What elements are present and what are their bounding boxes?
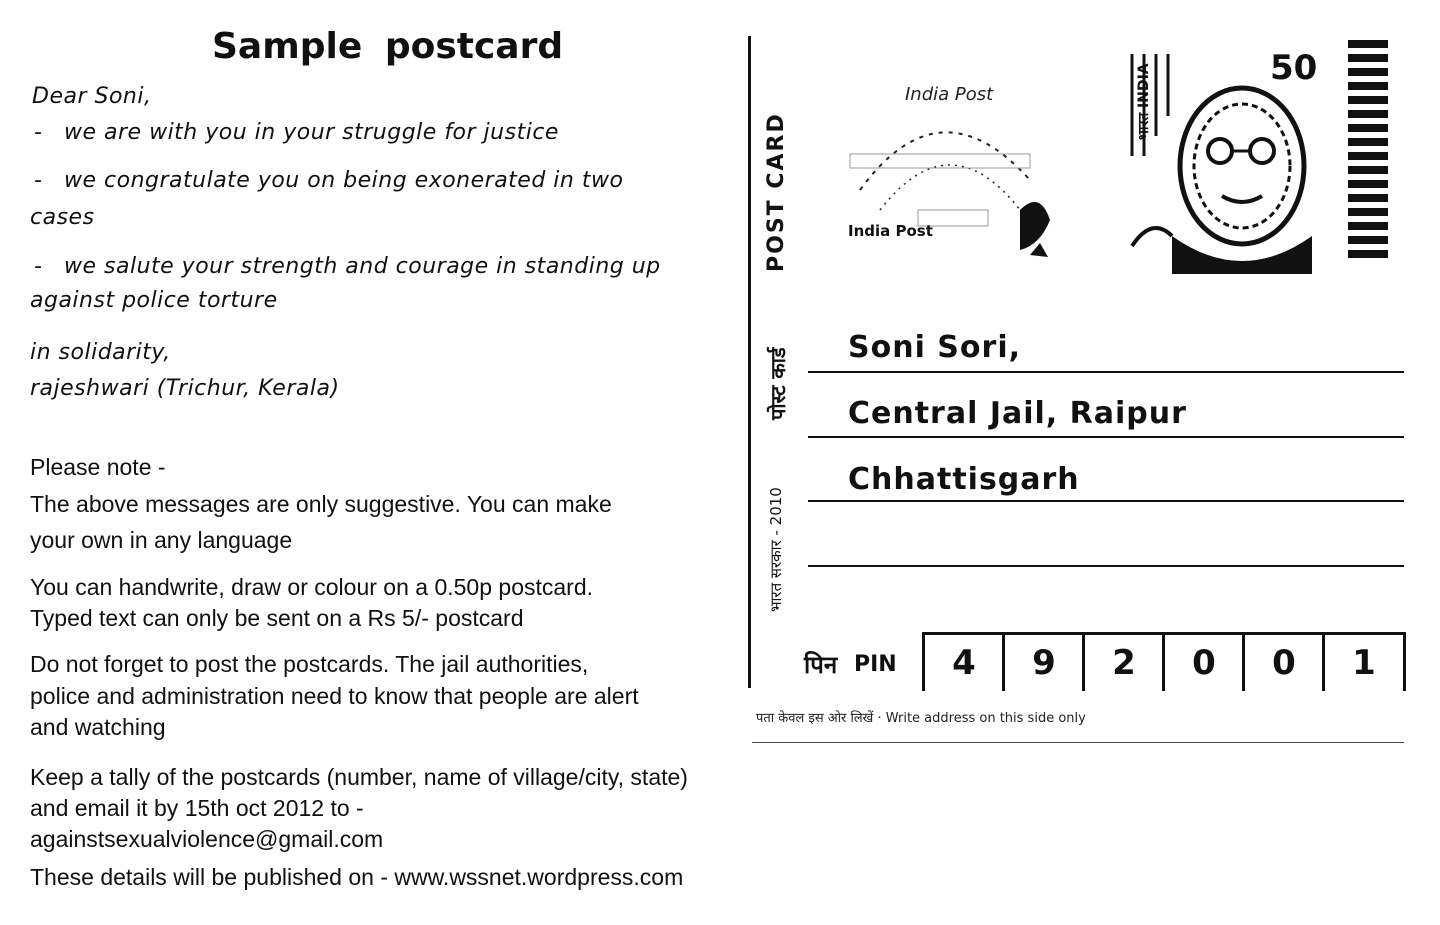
notes-p3b: police and administration need to know that people are alert — [30, 683, 639, 709]
pin-digit-1: 4 — [922, 632, 1003, 691]
bullet-3: - — [34, 254, 43, 279]
notes-p2a: You can handwrite, draw or colour on a 0.50p postcard. — [30, 574, 594, 600]
address-rule-1 — [808, 371, 1404, 373]
title-word-sample: Sample — [212, 26, 363, 67]
logo-text: India Post — [848, 222, 933, 240]
notes-p3a: Do not forget to post the postcards. The jail authorities, — [30, 651, 589, 677]
page-title — [212, 26, 563, 67]
notes-email[interactable]: againstsexualviolence@gmail.com — [30, 826, 384, 852]
address-rule-4 — [808, 565, 1404, 567]
postcard-footer-note: पता केवल इस ओर लिखें · Write address on this side only — [756, 711, 1086, 726]
title-word-postcard: postcard — [384, 26, 564, 67]
message-line-2a: we congratulate you on being exonerated in two — [64, 168, 624, 193]
barcode-stripes — [1348, 40, 1388, 264]
pin-label: PIN — [854, 652, 897, 677]
pin-digit-3: 2 — [1082, 632, 1163, 691]
address-line-3: Chhattisgarh — [848, 462, 1080, 497]
notes-p5: These details will be published on - www.wssnet.wordpress.com — [30, 864, 684, 890]
postcard-bottom-rule — [752, 742, 1404, 743]
stamp-value: 50 — [1270, 48, 1318, 88]
address-rule-3 — [808, 500, 1404, 502]
notes-p2b: Typed text can only be sent on a Rs 5/- postcard — [30, 605, 524, 631]
bullet-2: - — [34, 168, 43, 193]
greeting: Dear Soni, — [32, 84, 152, 109]
pin-digit-4: 0 — [1162, 632, 1243, 691]
pin-label-hindi: पिन — [804, 651, 838, 679]
pin-digit-6: 1 — [1322, 632, 1406, 691]
address-line-1: Soni Sori, — [848, 330, 1021, 365]
india-post-logo-art — [820, 60, 1070, 290]
notes-p3c: and watching — [30, 714, 166, 740]
stamp-country: भारत INDIA — [1136, 63, 1152, 140]
bullet-1: - — [34, 120, 43, 145]
postcard-divider — [748, 36, 751, 688]
post-card-vertical-footer: भारत सरकार - 2010 — [767, 487, 785, 612]
signature: rajeshwari (Trichur, Kerala) — [30, 376, 340, 401]
address-line-2: Central Jail, Raipur — [848, 396, 1187, 431]
notes-heading: Please note - — [30, 454, 166, 480]
message-line-2b: cases — [30, 205, 95, 230]
message-line-1: we are with you in your struggle for justice — [64, 120, 559, 145]
pin-digit-5: 0 — [1242, 632, 1323, 691]
svg-text:India Post: India Post — [905, 84, 994, 105]
message-line-3b: against police torture — [30, 288, 278, 313]
notes-p1b: your own in any language — [30, 527, 293, 553]
notes-p4b: and email it by 15th oct 2012 to - — [30, 795, 364, 821]
notes-p4a: Keep a tally of the postcards (number, name of village/city, state) — [30, 764, 688, 790]
post-card-vertical-label: POST CARD — [764, 112, 789, 272]
closing: in solidarity, — [30, 340, 171, 365]
notes-p1a: The above messages are only suggestive. You can make — [30, 491, 612, 517]
pin-digit-2: 9 — [1002, 632, 1083, 691]
address-rule-2 — [808, 436, 1404, 438]
message-line-3a: we salute your strength and courage in standing up — [64, 254, 661, 279]
post-card-vertical-hindi: पोस्ट कार्ड — [766, 347, 790, 420]
